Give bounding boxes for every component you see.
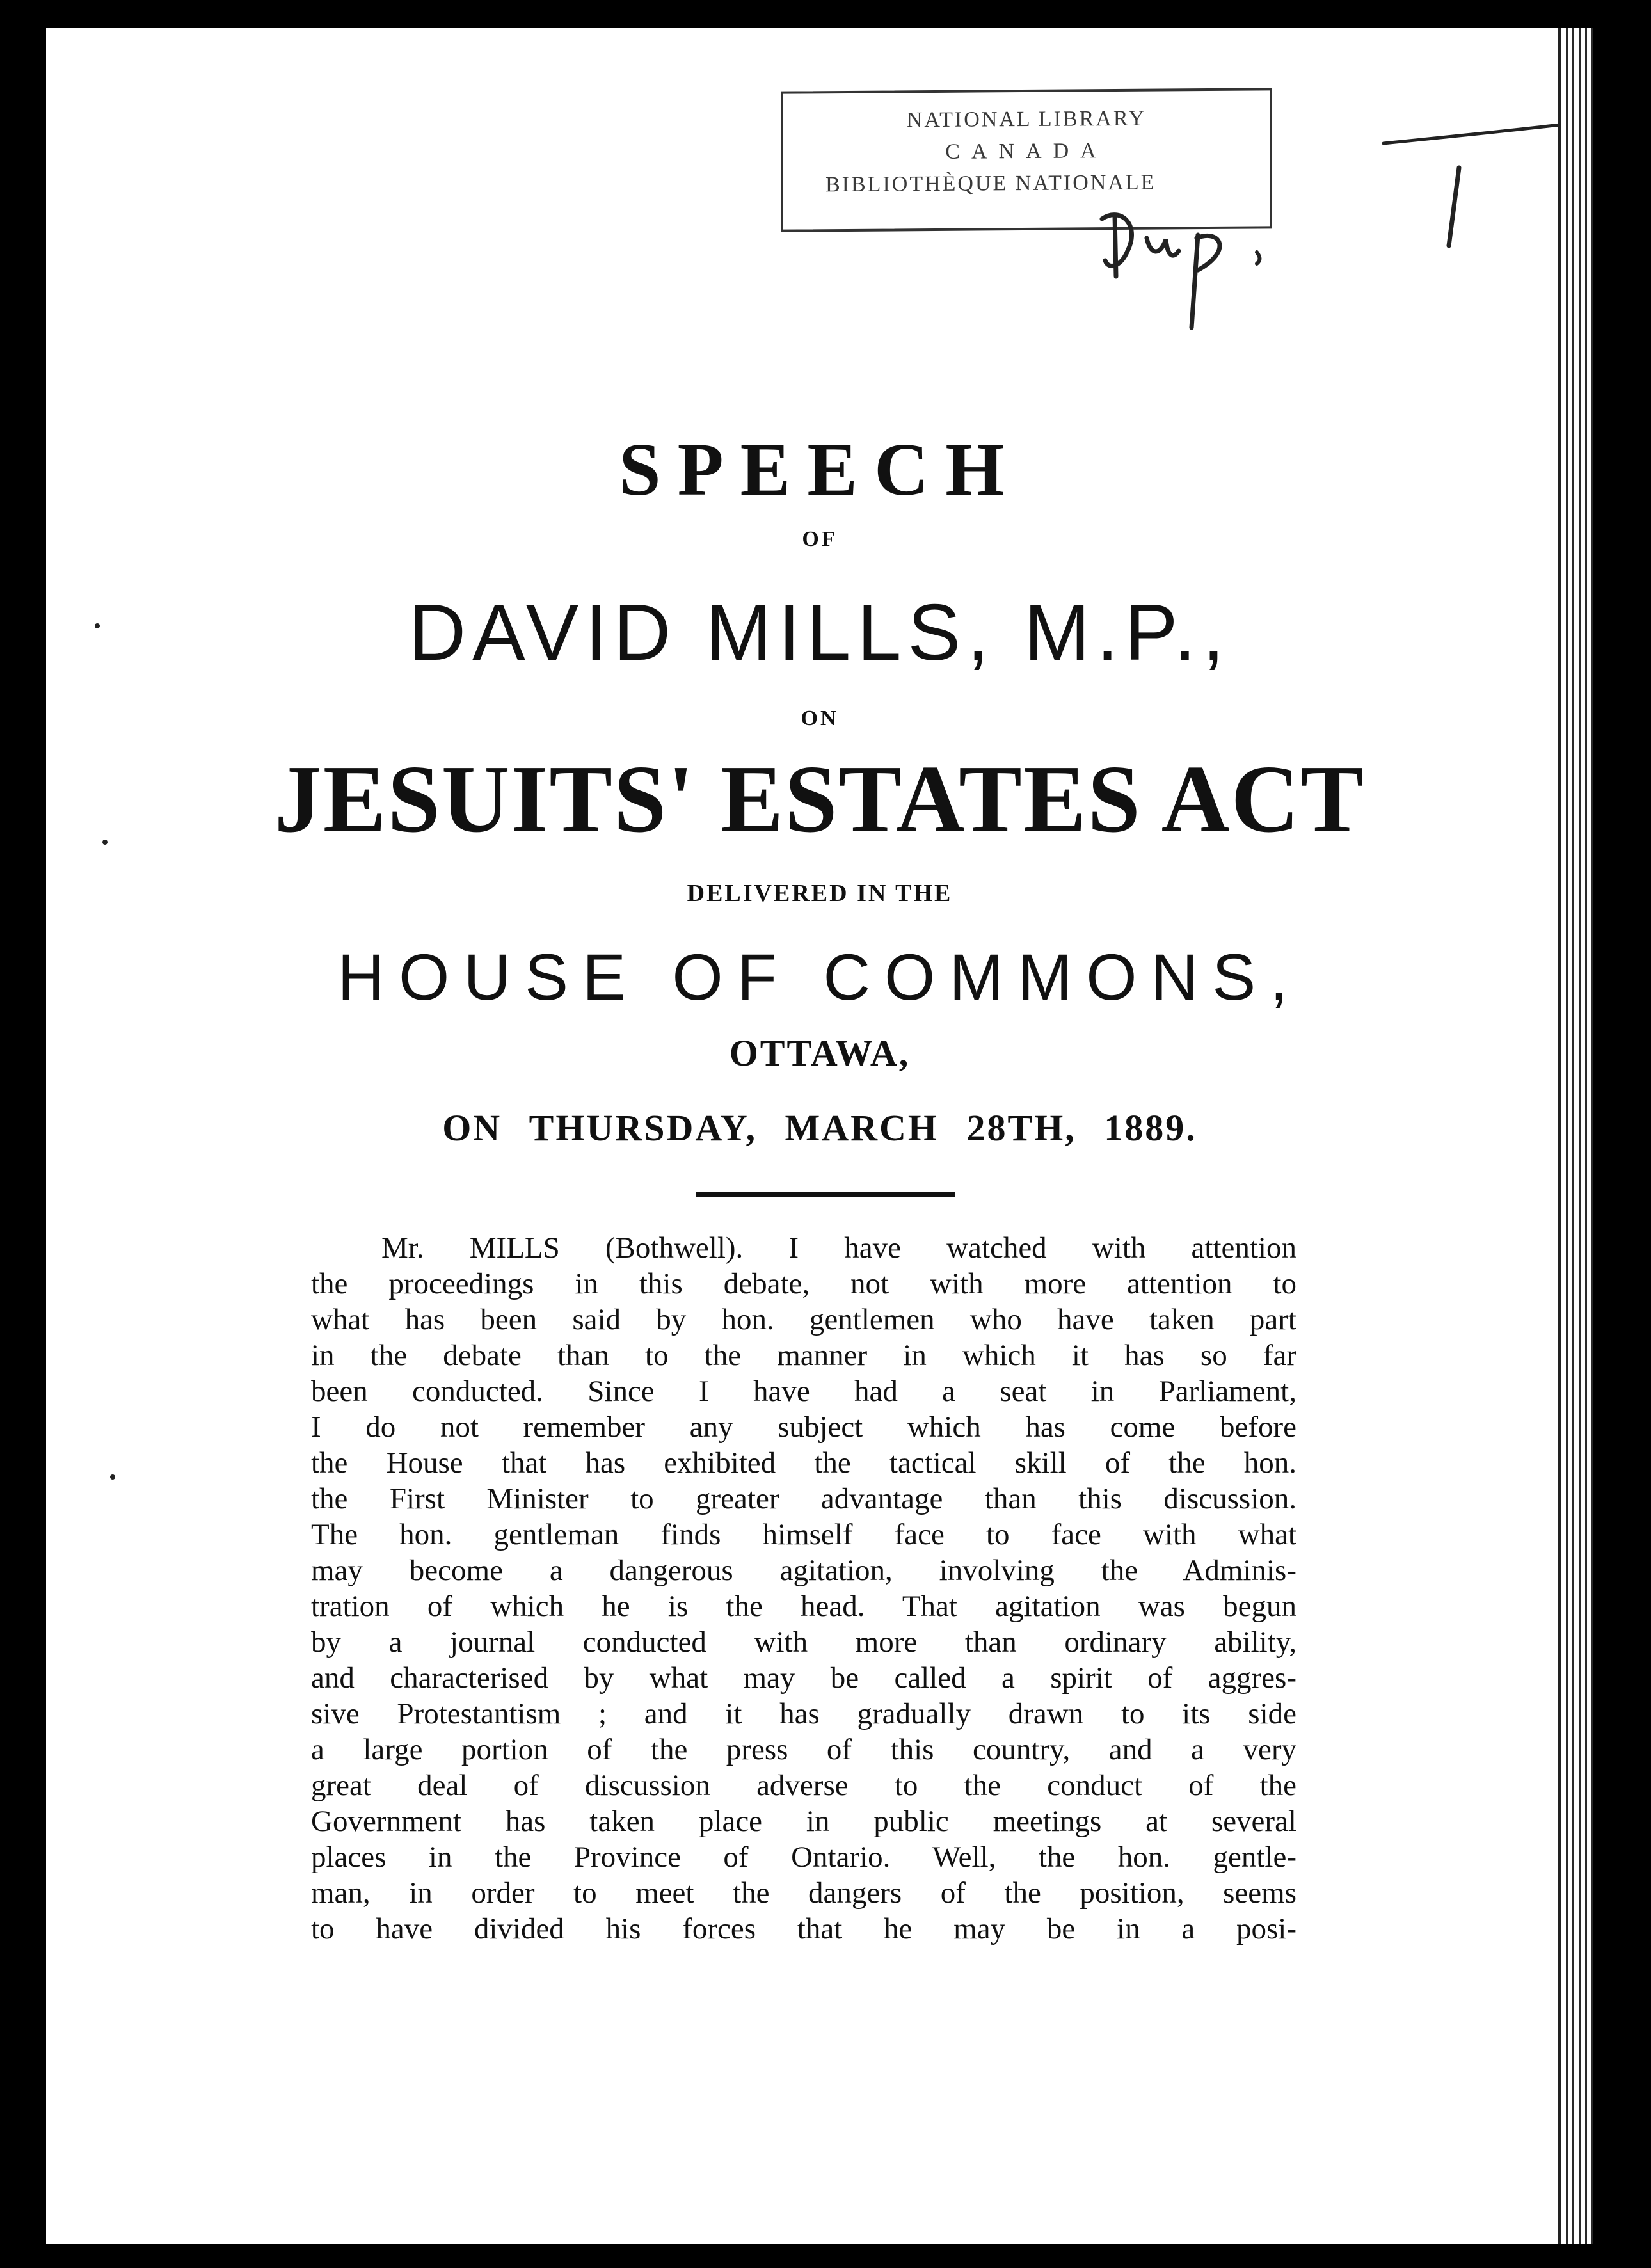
body-line: and characterised by what may be called a spirit of aggres-	[311, 1661, 1296, 1695]
body-line: the proceedings in this debate, not with more attention to	[311, 1267, 1296, 1300]
body-line: The hon. gentleman finds himself face to face with what	[311, 1518, 1296, 1551]
body-line: places in the Province of Ontario. Well, the hon. gentle-	[311, 1841, 1296, 1874]
body-line: man, in order to meet the dangers of the position, seems	[311, 1876, 1296, 1910]
speech-body	[311, 1230, 1296, 1947]
body-line: the House that has exhibited the tactical skill of the hon.	[311, 1446, 1296, 1480]
margin-speck	[110, 1474, 115, 1480]
speaker-name: DAVID MILLS, M.P.,	[408, 589, 1231, 677]
body-line: by a journal conducted with more than ordinary ability,	[311, 1625, 1296, 1659]
body-line: sive Protestantism ; and it has gradually drawn to its side	[311, 1697, 1296, 1730]
city-line: OTTAWA,	[729, 1032, 911, 1074]
delivered-line: DELIVERED IN THE	[687, 880, 953, 907]
body-line: Government has taken place in public meetings at several	[311, 1805, 1296, 1838]
body-line: in the debate than to the manner in which it has so far	[311, 1339, 1296, 1372]
handwritten-annotation	[1089, 200, 1300, 340]
stamp-line-2: CANADA	[945, 139, 1108, 164]
date-line: ON THURSDAY, MARCH 28TH, 1889.	[442, 1107, 1197, 1149]
act-title: JESUITS' ESTATES ACT	[274, 746, 1366, 853]
document-page	[46, 28, 1593, 2244]
body-line: what has been said by hon. gentlemen who have taken part	[311, 1303, 1296, 1336]
body-line: a large portion of the press of this country, and a very	[311, 1733, 1296, 1766]
body-line: been conducted. Since I have had a seat in Parliament,	[311, 1375, 1296, 1408]
page-edge	[1558, 28, 1593, 2244]
body-line: great deal of discussion adverse to the conduct of the	[311, 1769, 1296, 1802]
stamp-line-3: BIBLIOTHÈQUE NATIONALE	[826, 170, 1156, 197]
body-line: to have divided his forces that he may be in a posi-	[311, 1912, 1296, 1945]
catalog-mark	[1377, 99, 1569, 265]
body-line: tration of which he is the head. That agitation was begun	[311, 1590, 1296, 1623]
body-line: may become a dangerous agitation, involving the Adminis-	[311, 1554, 1296, 1587]
title-on: ON	[801, 707, 839, 730]
body-line: the First Minister to greater advantage than this discussion.	[311, 1482, 1296, 1515]
body-line: I do not remember any subject which has come before	[311, 1410, 1296, 1444]
section-rule	[696, 1192, 955, 1197]
title-speech: SPEECH	[618, 427, 1021, 511]
body-line: Mr. MILLS (Bothwell). I have watched with attention	[381, 1231, 1296, 1265]
house-title: HOUSE OF COMMONS,	[337, 941, 1302, 1014]
stamp-line-1: NATIONAL LIBRARY	[906, 106, 1147, 132]
title-of: OF	[802, 527, 838, 551]
